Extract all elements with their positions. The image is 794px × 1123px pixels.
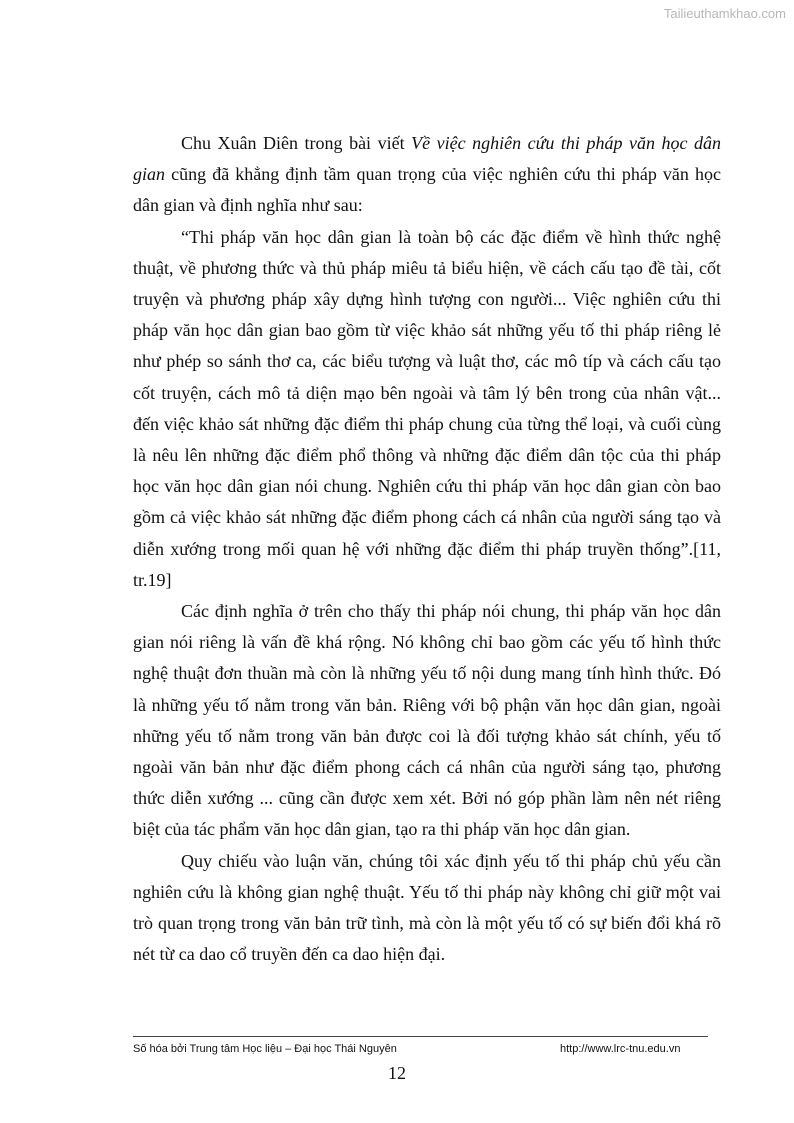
paragraph-1-lead: Chu Xuân Diên trong bài viết: [181, 133, 412, 153]
watermark: Tailieuthamkhao.com: [663, 6, 786, 21]
document-body: [133, 128, 721, 970]
footer-url: http://www.lrc-tnu.edu.vn: [560, 1043, 681, 1055]
cited-article-title: Về việc nghiên cứu thi pháp văn học dân gian: [133, 133, 721, 185]
paragraph-1: [133, 128, 721, 222]
paragraph-4: Quy chiếu vào luận văn, chúng tôi xác định yếu tố thi pháp chủ yếu cần nghiên cứu là không gian nghệ thuật. Yếu tố thi pháp này không chỉ giữ một vai trò quan trọng trong văn bản trữ tình, mà còn là một yếu tố có sự biến đổi khá rõ nét từ ca dao cổ truyền đến ca dao hiện đại.: [133, 850, 721, 965]
footer-divider: [133, 1036, 708, 1037]
footer-source: Số hóa bởi Trung tâm Học liệu – Đại học Thái Nguyên: [133, 1043, 397, 1055]
paragraph-quote: “Thi pháp văn học dân gian là toàn bộ các đặc điểm về hình thức nghệ thuật, về phương thức và thủ pháp miêu tả biểu hiện, về cách cấu tạo đề tài, cốt truyện và phương pháp xây dựng hình tượng con người... Việc nghiên cứu thi pháp văn học dân gian bao gồm từ việc khảo sát những yếu tố thi pháp riêng lẻ như phép so sánh thơ ca, các biểu tượng và luật thơ, các mô típ và cách cấu tạo cốt truyện, cách mô tả diện mạo bên ngoài và tâm lý bên trong của nhân vật... đến việc khảo sát những đặc điểm thi pháp chung của từng thể loại, và cuối cùng là nêu lên những đặc điểm phổ thông và những đặc điểm dân tộc của thi pháp học văn học dân gian nói chung. Nghiên cứu thi pháp văn học dân gian còn bao gồm cả việc khảo sát những đặc điểm phong cách cá nhân của người sáng tạo và diễn xướng trong mối quan hệ với những đặc điểm thi pháp truyền thống”.[11, tr.19]: [133, 226, 721, 590]
paragraph-1-tail: cũng đã khẳng định tầm quan trọng của việc nghiên cứu thi pháp văn học dân gian và định nghĩa như sau:: [133, 164, 721, 216]
paragraph-3: Các định nghĩa ở trên cho thấy thi pháp nói chung, thi pháp văn học dân gian nói riêng là vấn đề khá rộng. Nó không chỉ bao gồm các yếu tố hình thức nghệ thuật đơn thuần mà còn là những yếu tố nội dung mang tính hình thức. Đó là những yếu tố nằm trong văn bản. Riêng với bộ phận văn học dân gian, ngoài những yếu tố nằm trong văn bản được coi là đối tượng khảo sát chính, yếu tố ngoài văn bản như đặc điểm phong cách cá nhân của người sáng tạo, phương thức diễn xướng ... cũng cần được xem xét. Bởi nó góp phần làm nên nét riêng biệt của tác phẩm văn học dân gian, tạo ra thi pháp văn học dân gian.: [133, 601, 721, 840]
page-number: 12: [388, 1063, 406, 1083]
